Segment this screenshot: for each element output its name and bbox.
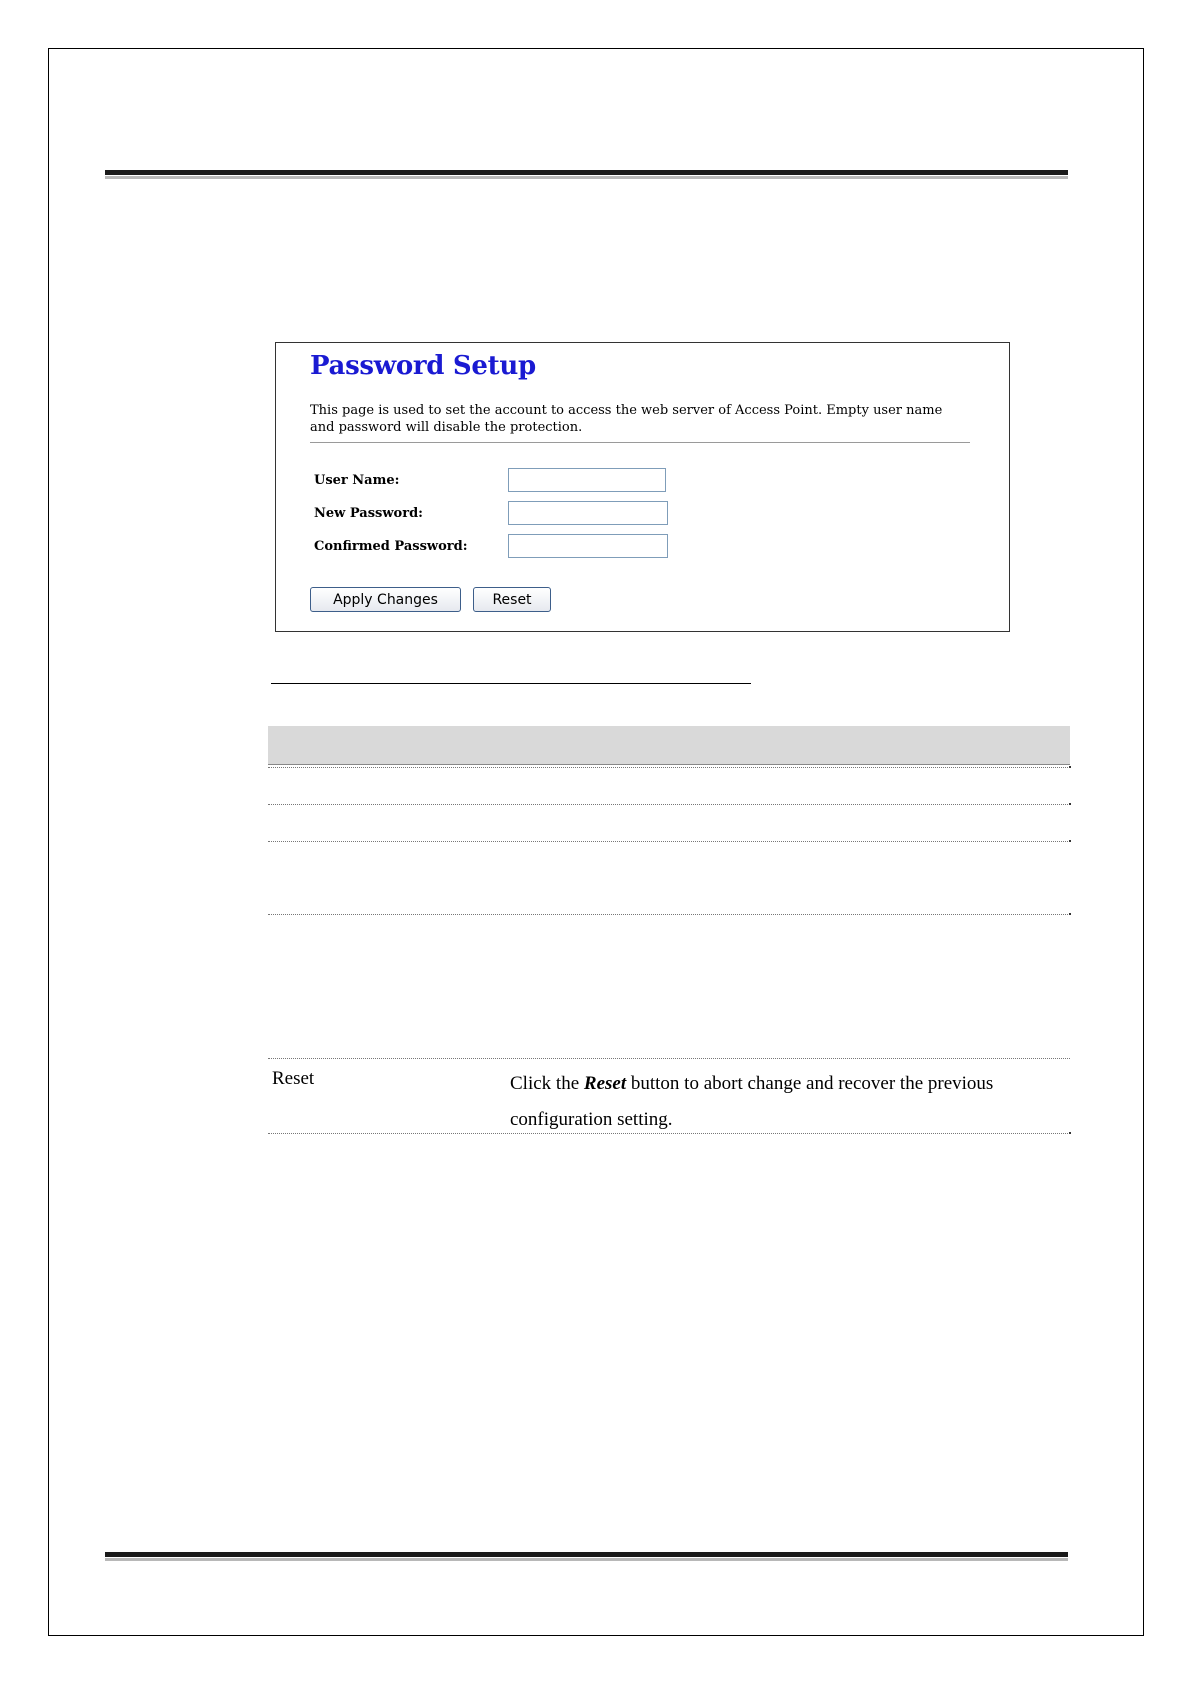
table-rule <box>268 841 1070 842</box>
page-description: This page is used to set the account to access the web server of Access Point. Empty user name and password will disable the protection. <box>310 403 943 435</box>
page-frame <box>48 48 1144 1636</box>
table-row-label: Reset <box>272 1068 315 1089</box>
table-row-description: Click the Reset button to abort change and recover the previous configuration setting. <box>510 1073 994 1130</box>
table-rule <box>268 914 1070 915</box>
new-password-label: New Password: <box>314 506 423 521</box>
user-name-input[interactable] <box>508 468 666 492</box>
table-rule <box>268 1058 1070 1059</box>
divider <box>310 442 970 443</box>
table-header <box>268 726 1070 764</box>
reset-button[interactable]: Reset <box>473 587 551 612</box>
apply-changes-button[interactable]: Apply Changes <box>310 587 461 612</box>
new-password-input[interactable] <box>508 501 668 525</box>
reset-emphasis: Reset <box>583 1073 627 1094</box>
password-setup-screenshot <box>275 342 1010 632</box>
confirmed-password-input[interactable] <box>508 534 668 558</box>
table-rule <box>268 764 1070 765</box>
caption-underline <box>271 683 751 684</box>
header-rule <box>105 170 1068 179</box>
table-rule <box>268 767 1070 768</box>
user-name-label: User Name: <box>314 473 400 488</box>
table-rule <box>268 1133 1070 1134</box>
page-title: Password Setup <box>310 351 536 381</box>
confirmed-password-label: Confirmed Password: <box>314 539 468 554</box>
footer-rule <box>105 1552 1068 1561</box>
table-rule <box>268 804 1070 805</box>
